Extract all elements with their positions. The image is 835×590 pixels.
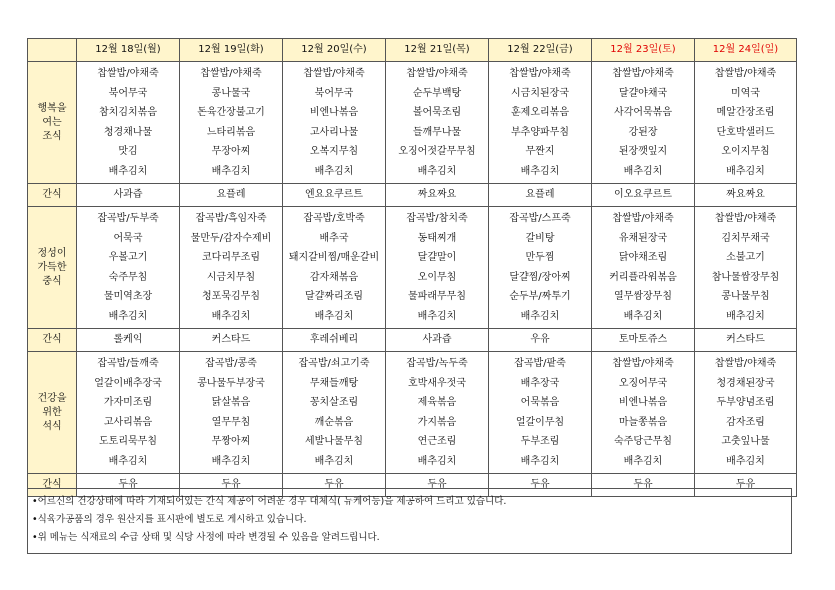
menu-item: 배추김치 (211, 165, 251, 177)
menu-item: 열무무침 (211, 416, 251, 428)
menu-item: 배추김치 (417, 165, 457, 177)
menu-item: 달걀찜/장아찌 (509, 271, 571, 283)
menu-item: 단호박샐러드 (716, 126, 775, 138)
menu-item: 제육볶음 (417, 397, 457, 408)
menu-item: 두부조림 (520, 436, 560, 447)
menu-item: 참나물쌈장무침 (711, 271, 780, 283)
menu-item: 가자미조림 (103, 397, 153, 408)
menu-item: 시금치된장국 (511, 87, 569, 99)
menu-item: 고사리나물 (309, 126, 359, 138)
menu-item: 닭살볶음 (211, 397, 251, 408)
menu-item: 찹쌀밥/야채죽 (303, 68, 365, 79)
snack-cell: 요플레 (489, 184, 592, 207)
day-header: 12월 20일(수) (283, 39, 386, 62)
meal-cell (695, 207, 797, 329)
menu-item: 배추김치 (520, 310, 560, 322)
menu-item: 부추양파무침 (511, 126, 569, 138)
menu-item: 들깨무나물 (412, 126, 462, 138)
meal-cell (180, 352, 283, 474)
menu-item: 배추장국 (520, 377, 560, 389)
meal-cell (489, 207, 592, 329)
meal-cell (386, 352, 489, 474)
menu-item: 미역국 (731, 87, 760, 99)
menu-item: 배추김치 (211, 455, 251, 467)
menu-item: 오징어젓갈무무침 (398, 146, 476, 157)
meal-label: 행복을 여는 조식 (28, 62, 77, 184)
menu-item: 잡곡밥/쇠고기죽 (298, 358, 370, 369)
menu-item: 물미역초장 (103, 291, 153, 302)
menu-item: 시금치무침 (206, 271, 256, 283)
meal-cell (386, 207, 489, 329)
day-header: 12월 19일(화) (180, 39, 283, 62)
menu-item: 커리플라워볶음 (609, 271, 677, 283)
menu-item: 무장아찌 (211, 146, 251, 157)
menu-item: 물만두/감자수제비 (190, 232, 272, 244)
menu-item: 배추김치 (314, 310, 354, 322)
meal-cell (489, 352, 592, 474)
menu-item: 숙주무침 (108, 271, 148, 283)
snack-cell: 사과즙 (77, 184, 180, 207)
day-header: 12월 21일(목) (386, 39, 489, 62)
menu-item: 맛김 (118, 146, 138, 157)
day-header: 12월 22일(금) (489, 39, 592, 62)
snack-cell: 두유 (695, 474, 797, 497)
menu-item: 감자채볶음 (309, 271, 359, 283)
menu-item: 배추김치 (520, 455, 560, 467)
menu-item: 두부양념조림 (716, 397, 775, 408)
menu-item: 찹쌀밥/야채죽 (612, 213, 674, 224)
menu-item: 볼어묵조림 (412, 107, 462, 118)
menu-item: 배추김치 (314, 165, 354, 177)
menu-item: 배추김치 (211, 310, 251, 322)
menu-item: 잡곡밥/참치죽 (406, 213, 468, 224)
meal-cell (592, 352, 695, 474)
menu-item: 북어무국 (108, 87, 148, 99)
menu-item: 콩나물두부장국 (197, 377, 265, 389)
menu-item: 잡곡밥/콩죽 (205, 358, 257, 369)
menu-item: 메알간장조림 (716, 107, 775, 118)
meal-cell (283, 207, 386, 329)
menu-item: 오징어무국 (618, 377, 668, 389)
snack-cell: 사과즙 (386, 329, 489, 352)
snack-cell: 요플레 (180, 184, 283, 207)
snack-cell: 두유 (283, 474, 386, 497)
menu-item: 된장깻잎지 (618, 146, 668, 157)
meal-label: 건강을 위한 석식 (28, 352, 77, 474)
menu-item: 달걀야채국 (618, 87, 668, 99)
menu-item: 사각어묵볶음 (614, 107, 672, 118)
meal-cell (592, 62, 695, 184)
meal-row (28, 62, 797, 184)
notice-box (27, 488, 792, 554)
menu-item: 마늘쫑볶음 (618, 416, 668, 428)
menu-item: 고사리볶음 (103, 416, 153, 428)
meal-cell (77, 207, 180, 329)
menu-item: 잡곡밥/녹두죽 (406, 358, 468, 369)
menu-item: 배추김치 (108, 310, 148, 322)
snack-cell: 후레쉬베리 (283, 329, 386, 352)
menu-item: 북어무국 (314, 87, 354, 99)
menu-item: 얼갈이배추장국 (94, 377, 162, 389)
menu-item: 깨순볶음 (314, 416, 354, 428)
menu-item: 달걀말이 (417, 252, 457, 263)
snack-label: 간식 (28, 474, 77, 497)
snack-cell: 짜요짜요 (386, 184, 489, 207)
menu-item: 잡곡밥/호박죽 (303, 213, 365, 224)
menu-item: 오이지무침 (721, 146, 770, 157)
menu-item: 배추김치 (108, 165, 148, 177)
meal-cell (283, 62, 386, 184)
menu-item: 동태찌개 (417, 232, 457, 244)
menu-item: 콩나물무침 (721, 291, 770, 302)
menu-item: 감자조림 (726, 416, 765, 428)
menu-item: 만두찜 (525, 252, 555, 263)
menu-item: 찹쌀밥/야채죽 (714, 68, 777, 79)
meal-cell (180, 207, 283, 329)
menu-item: 콩나물국 (211, 87, 251, 99)
menu-item: 오이무침 (417, 271, 457, 283)
menu-item: 닭야채조림 (618, 252, 668, 263)
menu-item: 비엔나볶음 (309, 107, 359, 118)
menu-item: 김치무채국 (721, 232, 770, 244)
menu-item: 연근조림 (417, 436, 457, 447)
menu-item: 잡곡밥/두부죽 (97, 213, 159, 224)
menu-item: 배추김치 (314, 455, 354, 467)
menu-item: 배추김치 (417, 310, 457, 322)
snack-row (28, 184, 797, 207)
notice-line: •식육가공품의 경우 원산지를 표시판에 별도로 게시하고 있습니다. (32, 514, 307, 525)
snack-cell: 커스타드 (695, 329, 797, 352)
snack-cell: 두유 (592, 474, 695, 497)
menu-item: 비엔나볶음 (618, 397, 668, 408)
day-header: 12월 23일(토) (592, 39, 695, 62)
snack-cell: 두유 (77, 474, 180, 497)
snack-cell: 우유 (489, 329, 592, 352)
menu-item: 찹쌀밥/야채죽 (612, 68, 674, 79)
menu-item: 우볼고기 (108, 252, 148, 263)
notice-line: •어르신의 건강상태에 따라 기재되어있는 간식 제공이 어려운 경우 대체식( 뉴케어등)을 제공하여 드리고 있습니다. (32, 496, 507, 507)
snack-cell: 엔요요쿠르트 (283, 184, 386, 207)
meal-cell (695, 62, 797, 184)
menu-item: 고춧잎나물 (721, 436, 770, 447)
menu-item: 달걀짜리조림 (305, 291, 363, 302)
menu-item: 순두부/짜투기 (509, 291, 571, 302)
menu-item: 느타리볶음 (206, 126, 256, 138)
menu-item: 배추김치 (108, 455, 148, 467)
menu-item: 가지볶음 (417, 416, 457, 428)
menu-item: 무채들깨탕 (309, 377, 359, 389)
menu-item: 호박새우젓국 (408, 377, 466, 389)
snack-cell: 토마토쥬스 (592, 329, 695, 352)
menu-item: 찹쌀밥/야채죽 (97, 68, 159, 79)
snack-cell: 두유 (489, 474, 592, 497)
menu-item: 배추김치 (726, 165, 765, 177)
meal-cell (592, 207, 695, 329)
menu-item: 배추김치 (623, 310, 663, 322)
menu-item: 열무쌈장무침 (614, 291, 672, 302)
snack-cell: 이오요쿠르트 (592, 184, 695, 207)
menu-item: 참치김치볶음 (99, 107, 157, 118)
menu-item: 배추김치 (520, 165, 560, 177)
meal-cell (695, 352, 797, 474)
snack-label: 간식 (28, 184, 77, 207)
snack-cell: 커스타드 (180, 329, 283, 352)
menu-item: 찹쌀밥/야채죽 (200, 68, 262, 79)
menu-item: 배추국 (319, 232, 349, 244)
menu-item: 갈비탕 (525, 232, 555, 244)
meal-cell (77, 62, 180, 184)
snack-row (28, 329, 797, 352)
menu-item: 어묵볶음 (520, 397, 560, 408)
menu-item: 청포묵김무침 (202, 291, 260, 302)
menu-item: 찹쌀밥/야채죽 (406, 68, 468, 79)
menu-item: 어묵국 (113, 232, 143, 244)
day-header: 12월 18일(월) (77, 39, 180, 62)
menu-item: 숙주당근무침 (614, 436, 672, 447)
meal-label: 정성이 가득한 중식 (28, 207, 77, 329)
notice-line: •위 메뉴는 식재료의 수급 상태 및 식당 사정에 따라 변경될 수 있음을 알려드립니다. (32, 532, 380, 543)
snack-cell: 짜요짜요 (695, 184, 797, 207)
menu-item: 배추김치 (726, 455, 765, 467)
meal-cell (77, 352, 180, 474)
day-header: 12월 24일(일) (695, 39, 797, 62)
meal-cell (283, 352, 386, 474)
menu-item: 찹쌀밥/야채죽 (612, 358, 674, 369)
menu-item: 코다리무조림 (202, 252, 260, 263)
menu-item: 잡곡밥/팥죽 (514, 358, 566, 369)
snack-cell: 두유 (386, 474, 489, 497)
menu-item: 돈육간장불고기 (197, 107, 265, 118)
menu-item: 오복지무침 (309, 146, 359, 157)
menu-item: 찹쌀밥/야채죽 (509, 68, 571, 79)
menu-item: 배추김치 (417, 455, 457, 467)
menu-item: 꽁치살조림 (309, 397, 359, 408)
meal-row (28, 207, 797, 329)
menu-item: 얼갈이무침 (515, 416, 565, 428)
meal-cell (489, 62, 592, 184)
menu-item: 돼지갈비찜/매운갈비 (288, 252, 380, 263)
menu-item: 물파래무무침 (408, 291, 466, 302)
menu-item: 잡곡밥/흑임자죽 (195, 213, 267, 224)
date-header-row (28, 39, 797, 62)
snack-label: 간식 (28, 329, 77, 352)
corner-cell (28, 39, 77, 62)
menu-item: 배추김치 (623, 455, 663, 467)
menu-item: 도토리묵무침 (99, 436, 157, 447)
menu-item: 소불고기 (726, 252, 765, 263)
menu-item: 강된장 (628, 126, 658, 138)
meal-row (28, 352, 797, 474)
menu-item: 찹쌀밥/야채죽 (714, 213, 777, 224)
snack-cell: 롤케익 (77, 329, 180, 352)
menu-item: 유채된장국 (618, 232, 668, 244)
meal-menu-table (27, 38, 797, 497)
menu-item: 배추김치 (623, 165, 663, 177)
menu-item: 잡곡밥/들깨죽 (97, 358, 159, 369)
menu-item: 청경채나물 (103, 126, 153, 138)
menu-item: 잡곡밥/스프죽 (509, 213, 571, 224)
menu-item: 무짱아찌 (211, 436, 251, 447)
meal-cell (180, 62, 283, 184)
menu-item: 배추김치 (726, 310, 765, 322)
meal-cell (386, 62, 489, 184)
menu-item: 순두부백탕 (412, 87, 462, 99)
menu-item: 찹쌀밥/야채죽 (714, 358, 777, 369)
menu-item: 청경채된장국 (716, 377, 775, 389)
menu-item: 세발나물무침 (305, 436, 363, 447)
menu-item: 무짠지 (525, 146, 555, 157)
snack-cell: 두유 (180, 474, 283, 497)
menu-item: 훈제오리볶음 (511, 107, 569, 118)
